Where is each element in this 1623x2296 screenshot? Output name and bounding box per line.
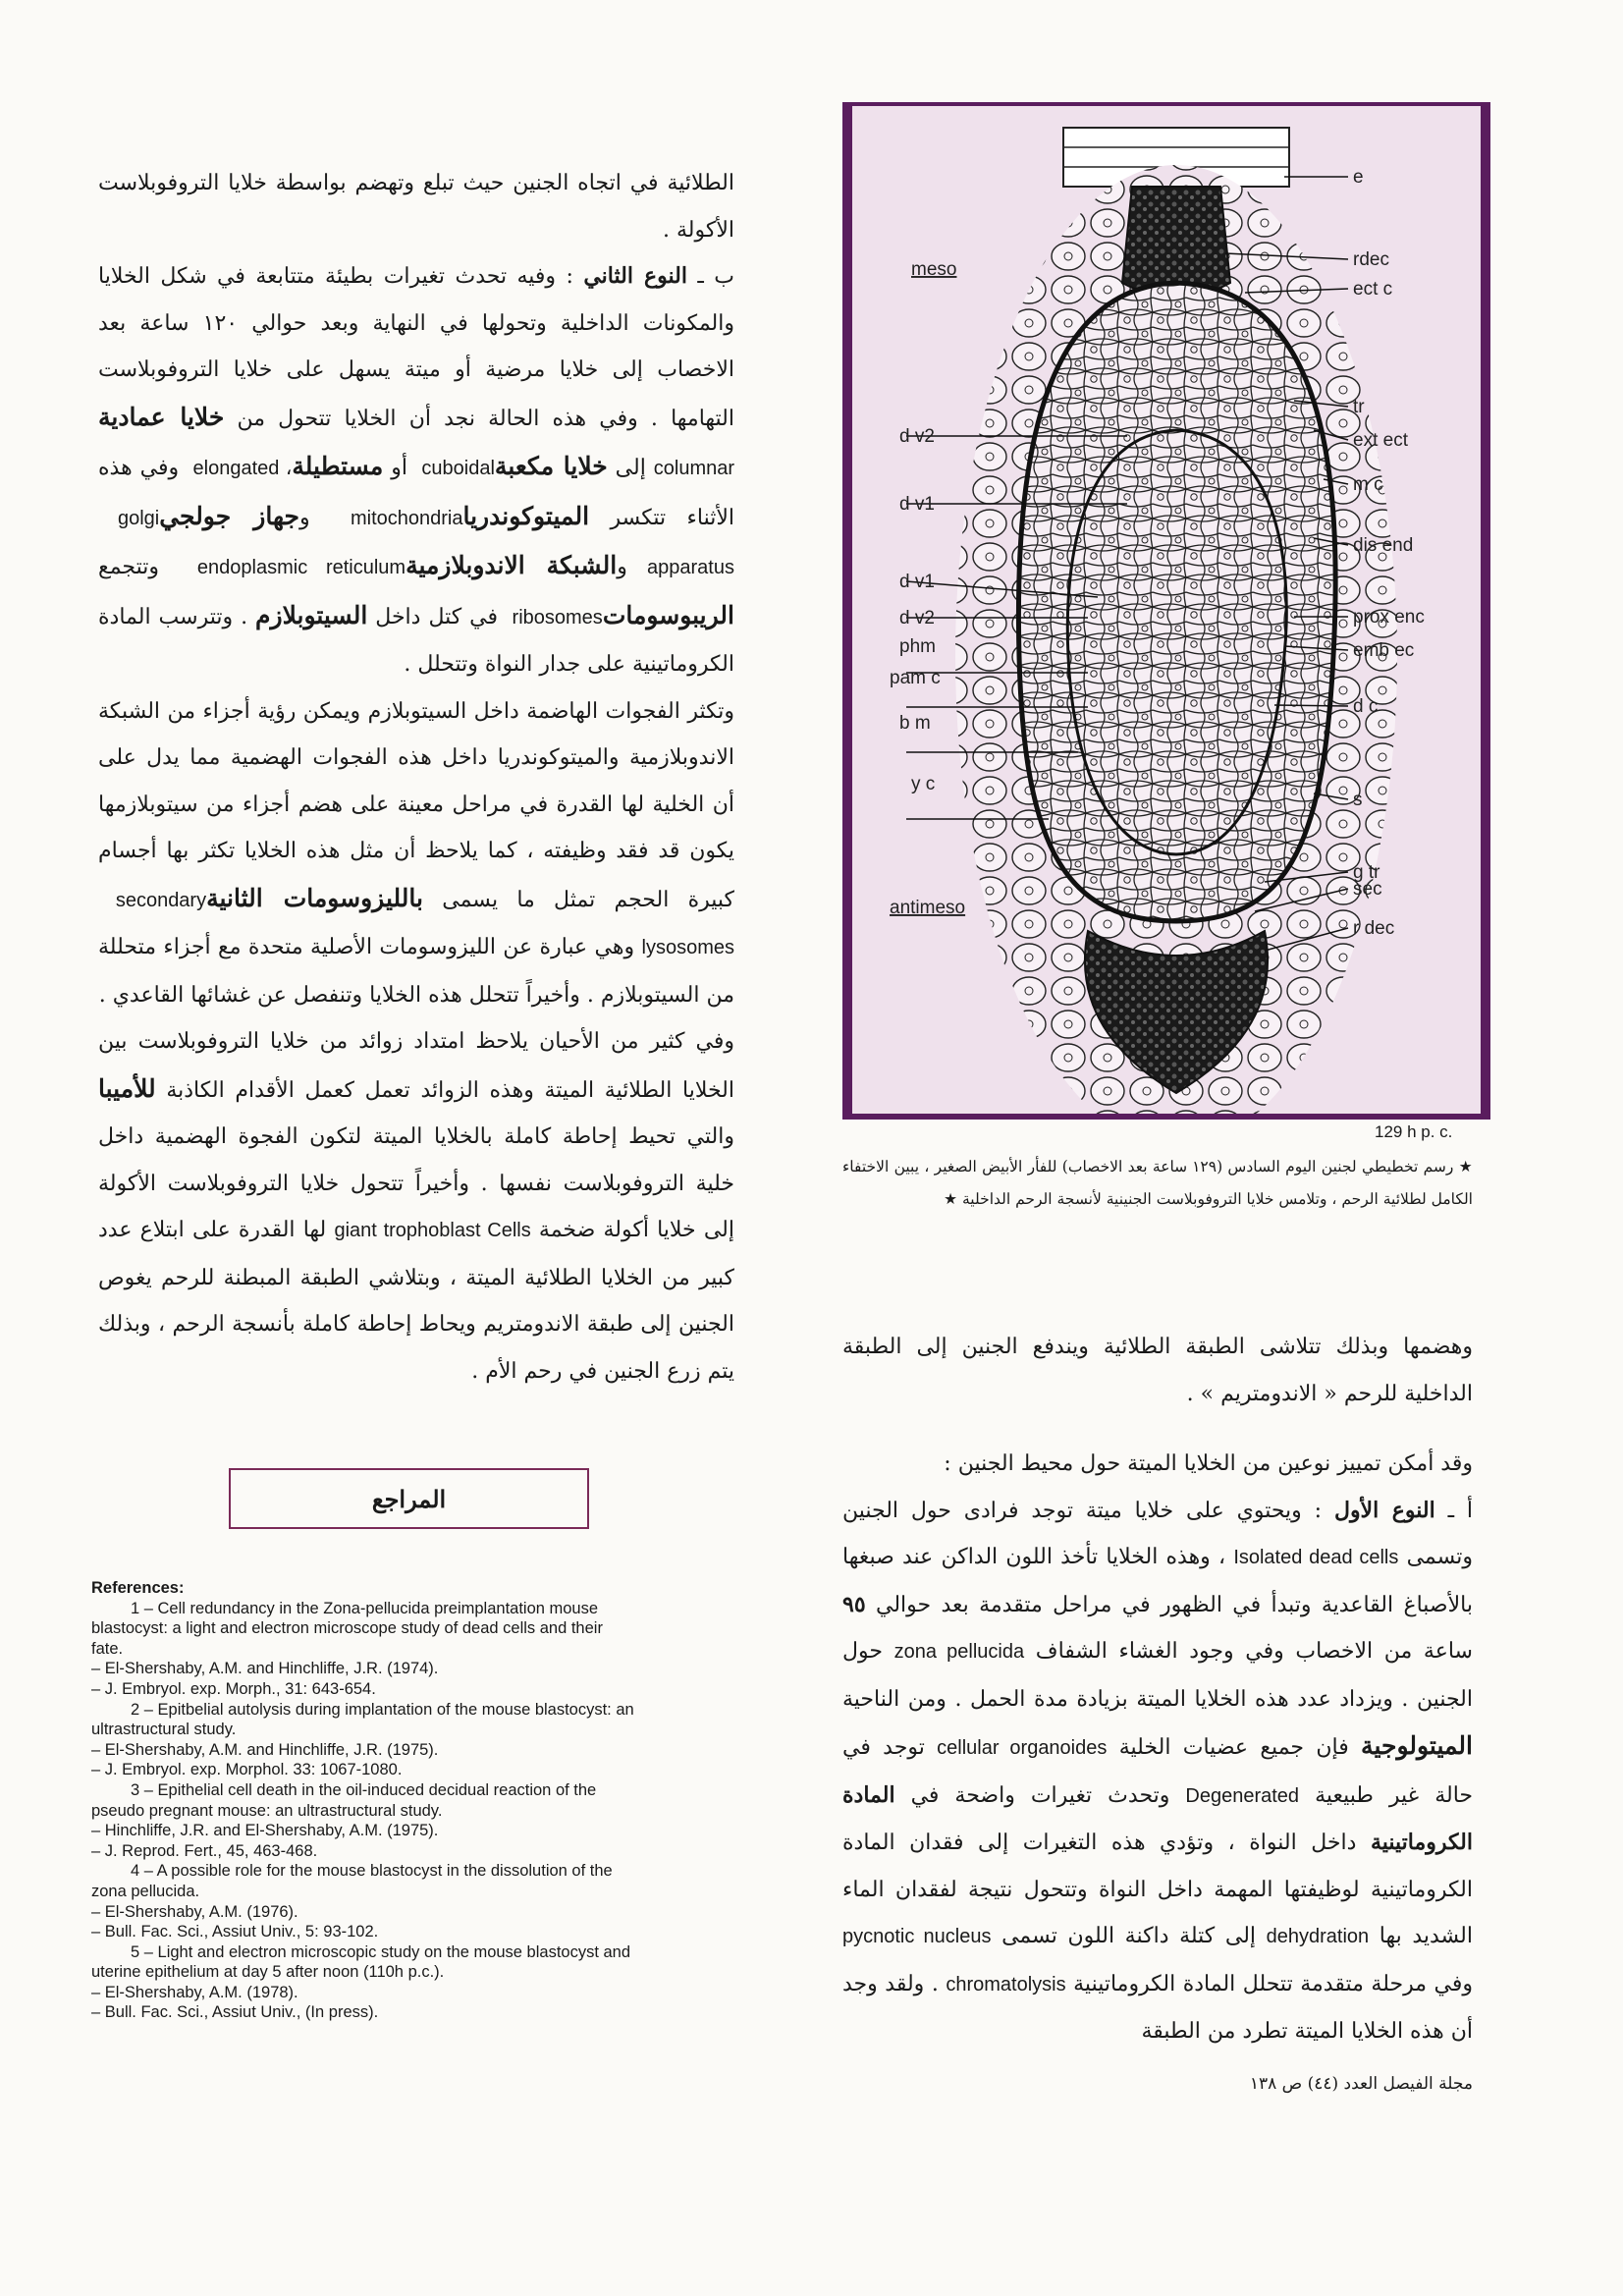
- label-mc: m c: [1353, 474, 1383, 495]
- right-article-column: [842, 1441, 1473, 2055]
- text-run: وقد أمكن تمييز نوعين من الخلايا الميتة حول محيط الجنين :: [944, 1451, 1473, 1476]
- label-ext-ect: ext ect: [1353, 430, 1408, 451]
- right-paragraph-top: وهضمها وبذلك تتلاشى الطبقة الطلائية ويندفع الجنين إلى الطبقة الداخلية للرحم « الاندومتريم » .: [842, 1335, 1473, 1406]
- latin-term: secondary lysosomes: [98, 889, 734, 958]
- label-phm: phm: [899, 636, 936, 657]
- text-run: وتكثر الفجوات الهاضمة داخل السيتوبلازم ويمكن رؤية أجزاء من الشبكة الاندوبلازمية والميتوكوندريا داخل هذه الفجوات الهضمية مما يدل على أن الخلية لها القدرة في مراحل معينة على هضم أجزاء من سيتوبلازمها يكون قد فقد وظيفته ، كما يلاحظ أن مثل هذه الخلايا تكثر بها أجسام كبيرة الحجم تمثل ما يسمى: [98, 698, 734, 912]
- text-run: أ ـ: [1434, 1498, 1473, 1523]
- label-s: s: [1353, 790, 1363, 810]
- references-heading: References:: [91, 1579, 185, 1597]
- figure-frame: [842, 102, 1490, 1120]
- embryo-diagram: [852, 106, 1481, 1114]
- latin-term: columnar: [653, 458, 735, 479]
- label-dv1-b: d v1: [899, 572, 935, 592]
- text-run: ساعة من الاخصاب وفي وجود الغشاء الشفاف: [1024, 1639, 1473, 1664]
- bold-term: المادة الكروماتينية: [842, 1781, 1473, 1855]
- label-meso: meso: [911, 259, 957, 280]
- label-g-tr: g tr: [1353, 862, 1380, 883]
- text-run: . وتترسب المادة الكروماتينية على جدار النواة وتتحلل .: [98, 604, 734, 677]
- label-pamc: pam c: [890, 668, 941, 688]
- reference-line: blastocyst: a light and electron microscope study of dead cells and their: [91, 1619, 603, 1638]
- latin-term: giant trophoblast Cells: [334, 1220, 531, 1241]
- latin-term: pycnotic nucleus: [842, 1926, 992, 1947]
- reference-line: – El-Shershaby, A.M. (1978).: [91, 1983, 298, 2001]
- bold-term: الميتوكوندريا: [462, 501, 590, 530]
- bold-term: ٩٥: [842, 1591, 866, 1617]
- text-run: وتتجمع: [98, 555, 180, 579]
- label-dv2-a: d v2: [899, 426, 935, 447]
- bold-term: خلايا عمادية: [98, 402, 225, 431]
- label-yc: y c: [911, 774, 936, 794]
- latin-term: golgi apparatus: [98, 507, 734, 578]
- text-run: فإن جميع عضيات الخلية: [1107, 1735, 1362, 1760]
- left-article-column: [98, 160, 734, 1394]
- text-run: وهي عبارة عن الليزوسومات الأصلية متحدة مع أجزاء متحللة من السيتوبلازم . وأخيراً تتحلل هذه الخلايا وتنفصل عن غشائها القاعدي .: [98, 935, 734, 1008]
- reference-line: – Bull. Fac. Sci., Assiut Univ., 5: 93-102.: [91, 1923, 379, 1941]
- text-run: إلى: [607, 456, 654, 480]
- left-paragraph: [98, 253, 734, 688]
- text-run: : ويحتوي على خلايا ميتة توجد فرادى حول الجنين وتسمى: [842, 1498, 1474, 1569]
- right-article-top: [842, 1324, 1473, 1417]
- text-run: أو: [383, 456, 415, 480]
- text-run: و: [617, 555, 648, 579]
- right-paragraph: [842, 1441, 1473, 1488]
- label-sec: sec: [1353, 879, 1382, 900]
- reference-line: – J. Embryol. exp. Morph., 31: 643-654.: [91, 1679, 376, 1698]
- label-antimeso: antimeso: [890, 898, 966, 918]
- latin-term: endoplasmic reticulum: [179, 557, 406, 578]
- text-run: لها القدرة على ابتلاع عدد كبير من الخلايا الطلائية الميتة ، وبتلاشي الطبقة المبطنة للرحم يغوص الجنين إلى طبقة الاندومتريم ويحاط إحاطة كاملة بأنسجة الرحم ، وبذلك يتم زرع الجنين في رحم الأم .: [98, 1218, 734, 1384]
- text-run: في كتل داخل: [367, 604, 507, 629]
- latin-term: chromatolysis: [946, 1973, 1066, 1995]
- latin-term: Degenerated: [1185, 1784, 1300, 1807]
- text-run: . ولقد وجد أن هذه الخلايا الميتة تطرد من الطبقة: [842, 1971, 1473, 2044]
- text-run: توجد في حالة غير طبيعية: [842, 1735, 1473, 1808]
- label-dv1-a: d v1: [899, 494, 935, 515]
- embryo-body: [1018, 283, 1335, 921]
- bold-term: السيتوبلازم: [255, 600, 368, 629]
- text-run: : وفيه تحدث تغيرات بطيئة متتابعة في شكل الخلايا والمكونات الداخلية وتحولها في النهاية وبعد حوالي ١٢٠ ساعة بعد الاخصاب إلى خلايا مرضية أو ميتة يسهل على خلايا التروفوبلاست التهامها . وفي هذه الحالة نجد أن الخلايا تتحول من: [98, 264, 734, 431]
- text-run: وتحدث تغيرات واضحة في: [894, 1782, 1186, 1808]
- text-run: و: [298, 505, 331, 530]
- label-rdec: rdec: [1353, 249, 1389, 270]
- label-emb-ec: emb ec: [1353, 640, 1415, 661]
- bold-term: الشبكة الاندوبلازمية: [406, 551, 618, 579]
- reference-line: uterine epithelium at day 5 after noon (110h p.c.).: [91, 1963, 445, 1982]
- text-run: إلى كتلة داكنة اللون تسمى: [991, 1924, 1267, 1948]
- label-dc: d c: [1353, 696, 1379, 717]
- reference-line: 1 – Cell redundancy in the Zona-pellucida preimplantation mouse: [131, 1599, 599, 1617]
- text-run: وفي هذه الأثناء تتكسر: [98, 456, 734, 530]
- reference-line: – El-Shershaby, A.M. and Hinchliffe, J.R. (1975).: [91, 1740, 439, 1759]
- label-ect-c: ect c: [1353, 279, 1393, 300]
- bold-term: بالليزوسومات الثانية: [206, 883, 423, 912]
- left-paragraph: [98, 688, 734, 1019]
- text-run: وفي كثير من الأحيان يلاحظ امتداد زوائد من خلايا التروفوبلاست بين الخلايا الطلائية الميتة وهذه الزوائد تعمل كعمل الأقدام الكاذبة: [98, 1029, 734, 1103]
- text-run: داخل النواة ، وتؤدي هذه التغيرات إلى فقدان المادة الكروماتينية لوظيفتها المهمة داخل النواة وتتحول نتيجة لفقدان الماء الشديد بها: [842, 1831, 1473, 1948]
- latin-term: dehydration: [1266, 1926, 1370, 1947]
- references-list: [91, 1578, 739, 2023]
- label-prox-enc: prox enc: [1353, 607, 1425, 628]
- text-run: ب ـ: [686, 264, 734, 289]
- reference-line: ultrastructural study.: [91, 1721, 237, 1739]
- bold-term: للأميبا: [98, 1073, 156, 1103]
- latin-term: cuboidal: [414, 458, 495, 479]
- bold-term: النوع الأول: [1333, 1497, 1435, 1523]
- text-run: حول الجنين . ويزداد عدد هذه الخلايا الميتة بزيادة مدة الحمل . ومن الناحية: [842, 1639, 1473, 1712]
- latin-term: cellular organoides: [937, 1737, 1108, 1759]
- latin-term: zona pellucida: [893, 1641, 1025, 1663]
- reference-line: pseudo pregnant mouse: an ultrastructural study.: [91, 1801, 443, 1820]
- bold-term: الميتولوجية: [1361, 1731, 1473, 1760]
- reference-line: – Hinchliffe, J.R. and El-Shershaby, A.M. (1975).: [91, 1822, 439, 1840]
- reference-line: – J. Reprod. Fert., 45, 463-468.: [91, 1841, 318, 1860]
- label-r-dec: r dec: [1353, 918, 1395, 939]
- bold-term: خلايا مكعبة: [494, 452, 608, 480]
- reference-line: – El-Shershaby, A.M. and Hinchliffe, J.R. (1974).: [91, 1660, 439, 1678]
- embryo-diagram-svg: [852, 106, 1481, 1114]
- reference-line: – El-Shershaby, A.M. (1976).: [91, 1902, 298, 1921]
- reference-line: – J. Embryol. exp. Morphol. 33: 1067-1080.: [91, 1761, 403, 1779]
- left-paragraph: [98, 1018, 734, 1394]
- latin-term: mitochondria: [331, 507, 463, 529]
- reference-line: 4 – A possible role for the mouse blastocyst in the dissolution of the: [131, 1862, 613, 1881]
- label-tr: tr: [1353, 397, 1365, 417]
- bold-term: مستطيلة: [292, 452, 384, 480]
- text-run: والتي تحيط إحاطة كاملة بالخلايا الميتة لتكون الفجوة الهضمية داخل خلية التروفوبلاست نفسها . وأخيراً تتحول خلايا التروفوبلاست الأكولة إلى خلايا أكولة ضخمة: [98, 1124, 734, 1242]
- figure-scale-label: 129 h p. c.: [1375, 1122, 1453, 1141]
- text-run: وفي مرحلة متقدمة تتحلل المادة الكروماتينية: [1065, 1971, 1474, 1996]
- reference-line: 5 – Light and electron microscopic study on the mouse blastocyst and: [131, 1942, 631, 1961]
- label-dis-end: dis end: [1353, 535, 1414, 556]
- reference-line: zona pellucida.: [91, 1882, 200, 1900]
- page-footer: مجلة الفيصل العدد (٤٤) ص ١٣٨: [1249, 2074, 1473, 2094]
- label-e: e: [1353, 167, 1364, 188]
- bold-term: النوع الثاني: [583, 263, 687, 289]
- references-title-box: المراجع: [229, 1468, 589, 1529]
- label-dv2-b: d v2: [899, 608, 935, 629]
- bold-term: الريبوسومات: [602, 600, 734, 629]
- reference-line: 2 – Epitbelial autolysis during implantation of the mouse blastocyst: an: [131, 1700, 634, 1719]
- figure-caption: ★ رسم تخطيطي لجنين اليوم السادس (١٢٩ ساعة بعد الاخصاب) للفأر الأبيض الصغير ، يبين الاختفاء الكامل لطلائية الرحم ، وتلامس خلايا التروفوبلاست الجنينية لأنسجة الرحم الداخلية ★: [842, 1158, 1474, 1208]
- bold-term: جهاز جولجي: [159, 501, 299, 530]
- latin-term: elongated ،: [187, 458, 293, 479]
- latin-term: Isolated dead cells: [1233, 1547, 1399, 1568]
- reference-line: – Bull. Fac. Sci., Assiut Univ., (In press).: [91, 2003, 379, 2022]
- latin-term: ribosomes: [506, 606, 603, 629]
- label-bm: b m: [899, 713, 931, 734]
- reference-line: fate.: [91, 1639, 124, 1658]
- reference-line: 3 – Epithelial cell death in the oil-induced decidual reaction of the: [131, 1780, 597, 1799]
- left-paragraph: الطلائية في اتجاه الجنين حيث تبلع وتهضم بواسطة خلايا التروفوبلاست الأكولة .: [98, 171, 734, 243]
- right-paragraph: [842, 1488, 1473, 2055]
- text-run: ، وهذه الخلايا تأخذ اللون الداكن عند صبغها بالأصباغ القاعدية وتبدأ في الظهور في مراحل متقدمة بعد حوالي: [842, 1545, 1473, 1617]
